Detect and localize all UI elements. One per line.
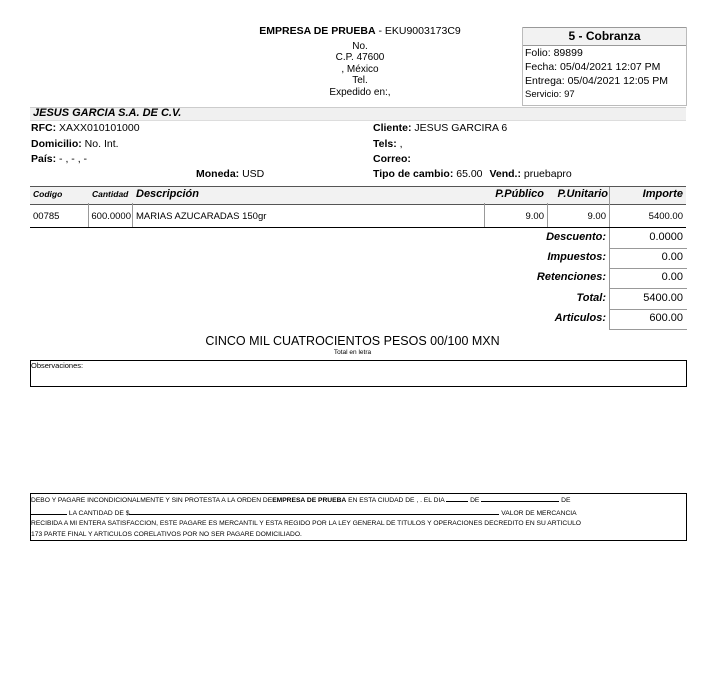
pagare-month-blank [481,494,559,502]
total-label: Total: [576,292,606,304]
pagare-line3: RECIBIDA A MI ENTERA SATISFACCION, ESTE PAGARE ES MERCANTIL Y ESTA REGIDO POR LA LEY GENERAL DE TITULOS Y OPERACIONES DECREDITO EN SU ARTICULO [31,520,581,527]
divider [30,120,686,121]
descuento-value: 0.0000 [649,231,683,243]
client-cliente-value: JESUS GARCIRA 6 [411,122,508,134]
client-pais-value: - , - , - [56,153,88,165]
client-name: JESUS GARCIA S.A. DE C.V. [33,107,182,119]
client-moneda-label: Moneda: [196,168,240,180]
retenciones-label: Retenciones: [536,271,606,283]
item-p-publico: 9.00 [525,211,544,222]
client-tels [373,138,403,150]
col-header-cantidad: Cantidad [92,189,129,199]
document-servicio: Servicio: 97 [525,89,575,100]
document-folio: Folio: 89899 [525,47,583,59]
pagare-line4: 173 PARTE FINAL Y ARTICULOS CORELATIVOS POR NO SER PAGARE DOMICILIADO. [31,530,302,538]
client-vend-value: pruebapro [520,168,572,180]
amount-in-words: CINCO MIL CUATROCIENTOS PESOS 00/100 MXN [205,334,500,348]
pagare-line2-b: VALOR DE MERCANCIA [499,509,577,517]
document-info-box [522,27,687,106]
descuento-label: Descuento: [546,231,606,243]
client-domicilio [31,138,119,150]
impuestos-value: 0.00 [661,251,683,263]
issuer-address-no: No. [352,40,368,52]
pagare-day-blank [446,494,468,502]
item-cantidad: 600.0000 [91,211,131,222]
item-descripcion: MARIAS AZUCARADAS 150gr [136,211,267,222]
pagare-text [31,494,651,540]
retenciones-value: 0.00 [661,271,683,283]
issuer-country: , México [341,63,379,75]
pagare-year-blank [31,507,67,515]
pagare-company: EMPRESA DE PRUEBA [272,497,347,504]
col-header-descripcion: Descripción [136,188,199,200]
item-importe: 5400.00 [648,211,683,222]
client-tipo-cambio-label: Tipo de cambio: [373,168,454,180]
impuestos-label: Impuestos: [547,251,606,263]
pagare-currency: $ [125,509,130,517]
client-pais-label: País: [31,153,57,165]
col-header-p-publico: P.Público [495,188,544,200]
client-moneda [196,168,264,180]
pagare-amount-blank [129,507,499,515]
observations-label: Observaciones: [31,361,84,370]
client-rfc-value: XAXX010101000 [56,122,140,134]
client-tipo-cambio-value: 65.00 [453,168,483,180]
issuer-line [230,26,490,38]
client-correo-label: Correo: [373,153,411,165]
amount-caption: Total en letra [333,349,372,356]
company-rfc: EKU9003173C9 [384,25,461,37]
table-bottom-line [30,227,686,228]
observations-box [30,360,687,387]
total-value: 5400.00 [643,292,683,304]
client-pais [31,153,87,165]
document-title: 5 - Cobranza [523,27,686,46]
client-tels-label: Tels: [373,138,397,150]
pagare-line1-a: DEBO Y PAGARE INCONDICIONALMENTE Y SIN PROTESTA A LA ORDEN DE [31,497,273,504]
client-rfc [31,122,140,134]
rfc-separator: - [375,25,385,37]
item-codigo: 00785 [33,211,60,222]
pagare-line1-d: DE [559,497,571,504]
client-moneda-value: USD [239,168,265,180]
articulos-label: Articulos: [554,312,606,324]
item-p-unitario: 9.00 [587,211,606,222]
client-domicilio-value: No. Int. [81,138,119,150]
client-tels-value: , [396,138,403,150]
document-fecha: Fecha: 05/04/2021 12:07 PM [525,61,661,73]
col-divider [132,203,133,227]
col-header-importe: Importe [642,188,683,200]
client-cliente-label: Cliente: [373,122,412,134]
client-vend-label: Vend.: [489,168,521,180]
pagare-line1-b: EN ESTA CIUDAD DE , . EL DIA [346,497,447,504]
pagare-line1-c: DE [468,497,482,504]
client-correo [373,153,411,165]
col-header-codigo: Codigo [33,189,63,199]
issuer-header [230,26,490,98]
company-name: EMPRESA DE PRUEBA [259,25,376,37]
pagare-line2-a: LA CANTIDAD DE [68,509,126,517]
client-cliente [373,122,507,134]
issuer-postal-code: C.P. 47600 [335,52,385,63]
articulos-value: 600.00 [649,312,683,324]
col-header-p-unitario: P.Unitario [557,188,608,200]
document-entrega: Entrega: 05/04/2021 12:05 PM [525,75,669,87]
client-tipo-cambio [373,168,572,180]
issuer-issued-in: Expedido en:, [329,86,391,98]
client-rfc-label: RFC: [31,122,57,134]
client-domicilio-label: Domicilio: [31,138,82,150]
issuer-phone: Tel. [352,75,368,86]
